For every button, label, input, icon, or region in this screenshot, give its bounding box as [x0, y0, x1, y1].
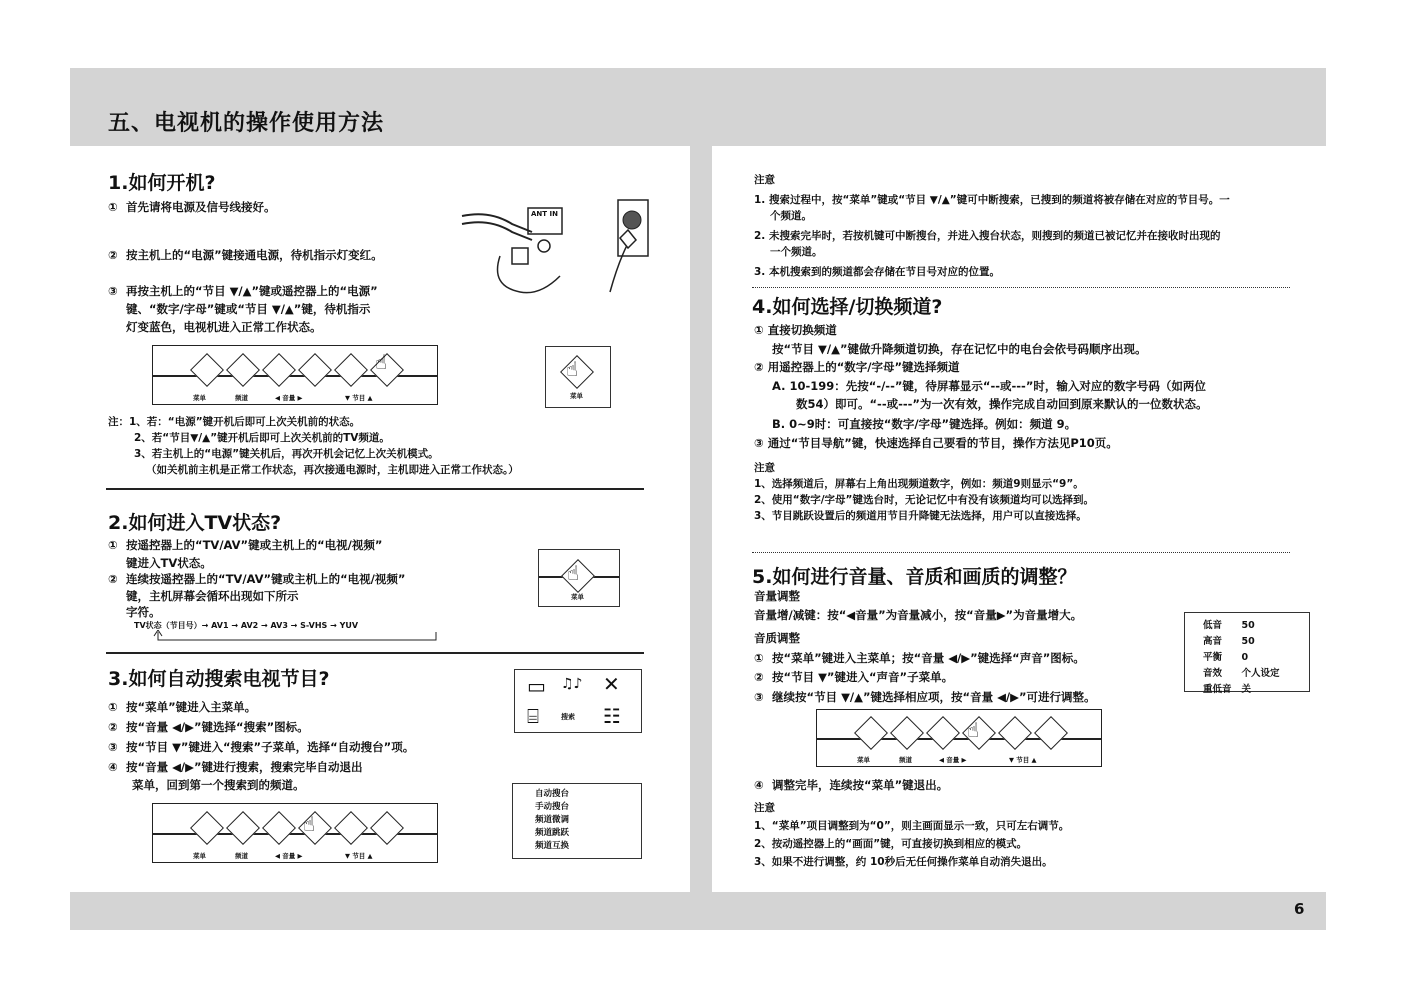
finger-press-icon: ☝: [566, 357, 579, 381]
s1-step-3: ③ 再按主机上的“节目 ▼/▲”键或遥控器上的“电源”: [108, 284, 378, 298]
strip-label: ▼ 节目 ▲: [345, 394, 373, 402]
key-diamond: [262, 811, 296, 845]
page-gutter: [690, 146, 712, 892]
strip-label: ◀ 音量 ▶: [275, 394, 303, 402]
picture-icon: ▭: [527, 674, 546, 698]
s2-step-1: ① 按遥控器上的“TV/AV”键或主机上的“电视/视频”: [108, 538, 383, 552]
key-diamond: [854, 716, 888, 750]
s5-volume-title: 音量调整: [754, 589, 800, 603]
s4-item-a-cont: 数54）即可。“--或---”为一次有效，操作完成自动回到原来默认的一位数状态。: [796, 397, 1208, 411]
section-4-title: 4.如何选择/切换频道?: [752, 296, 943, 318]
section-1-title: 1.如何开机?: [108, 172, 216, 194]
notes-top-item: 2. 未搜索完毕时，若按机键可中断搜台，并进入搜台状态，则搜到的频道已被记忆并在接收时出现的: [754, 230, 1221, 242]
key-diamond: [226, 811, 260, 845]
menu-item: 频道跳跃: [535, 828, 570, 838]
s5-step-4: ④ 调整完毕，连续按“菜单”键退出。: [754, 778, 949, 792]
button-strip-5: [816, 709, 1102, 767]
page-title: 五、电视机的操作使用方法: [108, 111, 385, 136]
s1-step-2: ② 按主机上的“电源”键接通电源，待机指示灯变红。: [108, 248, 383, 262]
s4-note: 3、节目跳跃设置后的频道用节目升降键无法选择，用户可以直接选择。: [754, 510, 1087, 522]
s1-note-2: 2、若“节目▼/▲”键开机后即可上次关机前的TV频道。: [134, 432, 390, 444]
s5-note: 3、如果不进行调整，约 10秒后无任何操作菜单自动消失退出。: [754, 856, 1053, 868]
input-cycle-sequence: TV状态（节目号）→ AV1 → AV2 → AV3 → S-VHS → YUV: [134, 621, 359, 630]
s3-step-2: ② 按“音量 ◀/▶”键选择“搜索”图标。: [108, 720, 309, 734]
s4-item-b: B. 0~9时：可直接按“数字/字母”键选择。例如：频道 9。: [772, 417, 1077, 431]
notes-top-item: 一个频道。: [770, 246, 823, 258]
notes-top-item: 个频道。: [770, 210, 812, 222]
s5-volume-text: 音量增/减键：按“◀音量”为音量减小，按“音量▶”为音量增大。: [754, 608, 1083, 622]
s5-tone-title: 音质调整: [754, 631, 800, 645]
power-connection-illustration: [460, 196, 660, 306]
section-divider: [752, 552, 1290, 553]
section-2-title: 2.如何进入TV状态?: [108, 512, 282, 534]
s5-step-2: ② 按“节目 ▼”键进入“声音”子菜单。: [754, 670, 954, 684]
finger-label: 菜单: [571, 593, 584, 601]
strip-label: 菜单: [857, 756, 870, 764]
s4-sub2-title: ② 用遥控器上的“数字/字母”键选择频道: [754, 360, 960, 374]
strip-label: ◀ 音量 ▶: [939, 756, 967, 764]
section-divider: [106, 488, 644, 490]
channel-icon: ☷: [603, 704, 621, 728]
search-menu-label: 搜索: [561, 713, 575, 721]
strip-label: ▼ 节目 ▲: [345, 852, 373, 860]
key-diamond: [1034, 716, 1068, 750]
s4-item-a: A. 10-199：先按“-/--”键，待屏幕显示“--或---”时，输入对应的数字号码（如两位: [772, 379, 1206, 393]
key-diamond: [998, 716, 1032, 750]
setting-row: 低音 50: [1203, 620, 1255, 631]
finger-press-icon: ☝: [303, 812, 316, 836]
key-diamond: [926, 716, 960, 750]
finger-press-icon: ☝: [567, 561, 580, 585]
s5-notes-title: 注意: [754, 802, 775, 814]
s4-notes-title: 注意: [754, 462, 775, 474]
antenna-label: ANT IN: [531, 210, 558, 218]
cycle-return-arrow: [150, 630, 442, 644]
strip-label: 菜单: [193, 852, 206, 860]
s2-step-1-cont: 键进入TV状态。: [126, 556, 212, 570]
section-3-title: 3.如何自动搜索电视节目?: [108, 668, 330, 690]
strip-label: 频道: [235, 852, 248, 860]
menu-item: 手动搜台: [535, 802, 570, 812]
s5-step-1: ① 按“菜单”键进入主菜单；按“音量 ◀/▶”键选择“声音”图标。: [754, 651, 1085, 665]
strip-label: 菜单: [193, 394, 206, 402]
timer-icon: ⌸: [527, 704, 539, 728]
s1-step-1: ① 首先请将电源及信号线接好。: [108, 200, 276, 214]
setting-row: 高音 50: [1203, 636, 1255, 647]
strip-label: ▼ 节目 ▲: [1009, 756, 1037, 764]
s2-step-2: ② 连续按遥控器上的“TV/AV”键或主机上的“电视/视频”: [108, 572, 406, 586]
s5-step-3: ③ 继续按“节目 ▼/▲”键选择相应项，按“音量 ◀/▶”可进行调整。: [754, 690, 1096, 704]
key-diamond: [226, 353, 260, 387]
s2-step-2-cont: 键，主机屏幕会循环出现如下所示: [126, 589, 299, 603]
s5-note: 2、按动遥控器上的“画面”键，可直接切换到相应的模式。: [754, 838, 1028, 850]
finger-press-icon: ☝: [967, 718, 980, 742]
s4-sub1-text: 按“节目 ▼/▲”键做升降频道切换，存在记忆中的电台会依号码顺序出现。: [772, 342, 1147, 356]
key-diamond: [262, 353, 296, 387]
key-diamond: [298, 353, 332, 387]
s1-step-3-cont: 键、“数字/字母”键或“节目 ▼/▲”键，待机指示: [126, 302, 371, 316]
key-diamond: [190, 353, 224, 387]
button-strip-1: [152, 345, 438, 405]
s4-note: 2、使用“数字/字母”键选台时，无论记忆中有没有该频道均可以选择到。: [754, 494, 1094, 506]
menu-item: 频道互换: [535, 841, 570, 851]
s4-sub1-title: ① 直接切换频道: [754, 323, 837, 337]
section-5-title: 5.如何进行音量、音质和画质的调整？: [752, 566, 1077, 588]
sound-icon: ♫♪: [561, 676, 583, 692]
button-strip-3: [152, 803, 438, 863]
s1-step-3-cont2: 灯变蓝色，电视机进入正常工作状态。: [126, 320, 322, 334]
tools-icon: ✕: [603, 672, 620, 696]
s2-step-2-cont2: 字符。: [126, 605, 161, 619]
s4-sub3-text: ③ 通过“节目导航”键，快速选择自己要看的节目，操作方法见P10页。: [754, 436, 1118, 450]
setting-row: 平衡 0: [1203, 652, 1249, 663]
s5-note: 1、“菜单”项目调整到为“0”，则主画面显示一致，只可左右调节。: [754, 820, 1070, 832]
search-submenu-box: [512, 783, 642, 859]
footer-band: [70, 892, 1326, 930]
key-diamond: [190, 811, 224, 845]
finger-key-box: [545, 346, 611, 408]
notes-top-item: 3. 本机搜索到的频道都会存储在节目号对应的位置。: [754, 266, 1000, 278]
key-diamond: [334, 811, 368, 845]
menu-item: 频道微调: [535, 815, 570, 825]
setting-row: 音效 个人设定: [1203, 668, 1280, 679]
strip-label: 频道: [235, 394, 248, 402]
notes-top-title: 注意: [754, 174, 775, 186]
s3-step-4: ④ 按“音量 ◀/▶”键进行搜索，搜索完毕自动退出: [108, 760, 363, 774]
s1-note-4: （如关机前主机是正常工作状态，再次接通电源时，主机即进入正常工作状态。）: [146, 464, 519, 476]
s4-note: 1、选择频道后，屏幕右上角出现频道数字，例如：频道9则显示“9”。: [754, 478, 1084, 490]
strip-label: ◀ 音量 ▶: [275, 852, 303, 860]
sound-settings-table: [1201, 617, 1290, 699]
search-submenu-list: [535, 788, 569, 853]
key-diamond: [370, 811, 404, 845]
main-menu-icons-box: [514, 669, 642, 733]
key-diamond: [890, 716, 924, 750]
s1-note-3: 3、若主机上的“电源”键关机后，再次开机会记忆上次关机模式。: [134, 448, 439, 460]
page-number: 6: [1294, 900, 1305, 918]
section-divider: [106, 652, 644, 654]
s3-step-1: ① 按“菜单”键进入主菜单。: [108, 700, 257, 714]
s3-step-3: ③ 按“节目 ▼”键进入“搜索”子菜单，选择“自动搜台”项。: [108, 740, 415, 754]
strip-label: 频道: [899, 756, 912, 764]
tv-av-key-box: [538, 549, 620, 607]
menu-item: 自动搜台: [535, 789, 570, 799]
setting-row: 重低音 关: [1203, 684, 1252, 695]
sound-settings-box: [1184, 612, 1310, 695]
section-divider: [752, 287, 1290, 288]
s3-step-4-cont: 菜单，回到第一个搜索到的频道。: [132, 778, 305, 792]
key-diamond: [334, 353, 368, 387]
notes-top-item: 1. 搜索过程中，按“菜单”键或“节目 ▼/▲”键可中断搜索，已搜到的频道将被存储在对应的节目号。一: [754, 194, 1230, 206]
s1-note-1: 注：1、若：“电源”键开机后即可上次关机前的状态。: [108, 416, 361, 428]
finger-label: 菜单: [570, 392, 583, 400]
finger-press-icon: ☝: [375, 350, 388, 374]
